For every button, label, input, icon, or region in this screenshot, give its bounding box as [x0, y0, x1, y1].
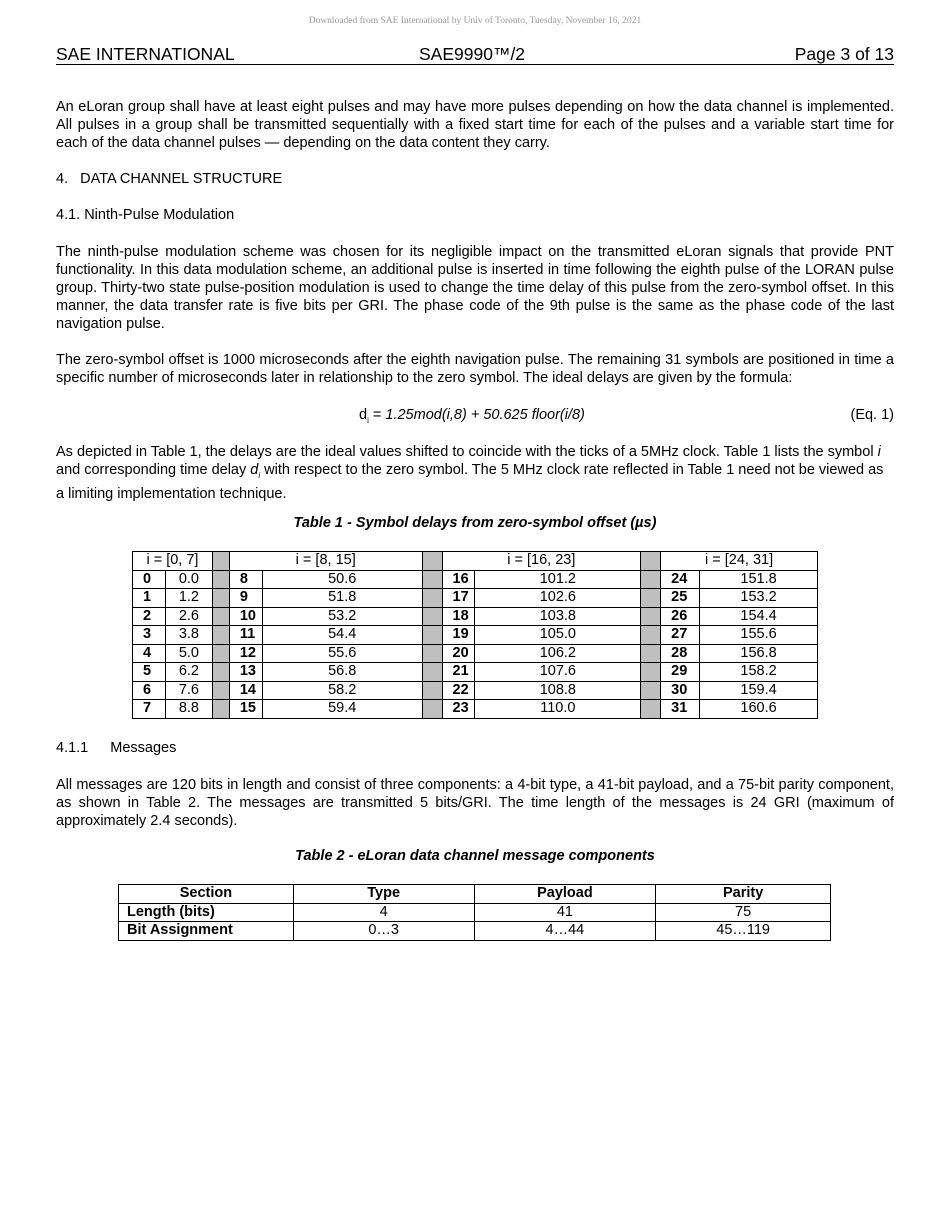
table1-row — [133, 626, 818, 645]
symbol-delay: 8.8 — [165, 700, 212, 719]
table1-header: i = [24, 31] — [661, 552, 818, 571]
table1-row — [133, 681, 818, 700]
table1-separator — [641, 589, 661, 608]
symbol-delay: 102.6 — [475, 589, 641, 608]
section-4-1-heading: 4.1. Ninth-Pulse Modulation — [56, 207, 235, 223]
symbol-index: 20 — [442, 644, 475, 663]
symbol-index: 31 — [661, 700, 700, 719]
table1-separator — [641, 681, 661, 700]
table2-caption: Table 2 - eLoran data channel message components — [295, 848, 655, 864]
symbol-delay: 108.8 — [475, 681, 641, 700]
symbol-delay: 1.2 — [165, 589, 212, 608]
symbol-delay: 103.8 — [475, 607, 641, 626]
table1-separator — [422, 626, 442, 645]
symbol-index: 7 — [133, 700, 166, 719]
table1-header: i = [8, 15] — [229, 552, 422, 571]
table1-separator — [422, 607, 442, 626]
table1-separator — [641, 570, 661, 589]
paragraph-messages: All messages are 120 bits in length and consist of three components: a 4-bit type, a 41-bit payload, and a 75-bit parity component, as shown in Table 2. The messages are transmitted 5 bits/GRI. The time length of the messages is 24 GRI (maximum of approximately 2.4 seconds). — [56, 777, 894, 829]
equation-number: (Eq. 1) — [850, 407, 894, 423]
symbol-delay: 58.2 — [262, 681, 422, 700]
symbol-index: 17 — [442, 589, 475, 608]
symbol-index: 29 — [661, 663, 700, 682]
symbol-index: 14 — [229, 681, 262, 700]
table2-cell: 0…3 — [293, 922, 474, 941]
symbol-delay: 51.8 — [262, 589, 422, 608]
symbol-delay: 3.8 — [165, 626, 212, 645]
symbol-delay: 0.0 — [165, 570, 212, 589]
table1-separator — [641, 663, 661, 682]
symbol-index: 12 — [229, 644, 262, 663]
symbol-index: 2 — [133, 607, 166, 626]
symbol-index: 8 — [229, 570, 262, 589]
symbol-delay: 56.8 — [262, 663, 422, 682]
symbol-index: 11 — [229, 626, 262, 645]
table1-separator — [212, 589, 229, 608]
message-components-table — [118, 884, 831, 941]
table1-separator — [212, 663, 229, 682]
symbol-index: 21 — [442, 663, 475, 682]
symbol-index: 30 — [661, 681, 700, 700]
symbol-delay: 106.2 — [475, 644, 641, 663]
table2-header-row — [119, 885, 831, 904]
table1-separator — [212, 607, 229, 626]
symbol-index: 23 — [442, 700, 475, 719]
table1-separator — [422, 589, 442, 608]
symbol-delay: 7.6 — [165, 681, 212, 700]
table1-separator — [212, 700, 229, 719]
symbol-delay: 154.4 — [700, 607, 818, 626]
table1-separator — [422, 552, 442, 571]
symbol-delay: 53.2 — [262, 607, 422, 626]
paragraph-zero-symbol: The zero-symbol offset is 1000 microseconds after the eighth navigation pulse. The remaining 31 symbols are positioned in time a specific number of microseconds later in relationship to the zero symbol. The ideal delays are given by the formula: — [56, 352, 894, 386]
symbol-index: 4 — [133, 644, 166, 663]
table1-row — [133, 607, 818, 626]
row-label: Length (bits) — [119, 903, 294, 922]
table1-separator — [212, 552, 229, 571]
paragraph-ninth-pulse: The ninth-pulse modulation scheme was chosen for its negligible impact on the transmitted eLoran signals that provide PNT functionality. In this data modulation scheme, an additional pulse is inserted in time following the eighth pulse of the LORAN pulse group. Thirty-two state pulse-position modulation is used to change the time delay of this pulse from the zero-symbol offset. In this manner, the data transfer rate is five bits per GRI. The phase code of the 9th pulse is the same as the phase code of the last navigation pulse. — [56, 244, 894, 332]
table2-row — [119, 922, 831, 941]
table1-caption: Table 1 - Symbol delays from zero-symbol offset (µs) — [293, 515, 657, 531]
table1-separator — [641, 700, 661, 719]
table1-separator — [641, 626, 661, 645]
symbol-delay: 105.0 — [475, 626, 641, 645]
section-4-heading: 4. DATA CHANNEL STRUCTURE — [56, 171, 283, 187]
symbol-delay: 101.2 — [475, 570, 641, 589]
symbol-delay: 160.6 — [700, 700, 818, 719]
watermark: Downloaded from SAE International by Univ of Toronto, Tuesday, November 16, 2021 — [308, 16, 642, 26]
table1-row — [133, 700, 818, 719]
symbol-delay: 151.8 — [700, 570, 818, 589]
symbol-delay: 155.6 — [700, 626, 818, 645]
table1-separator — [422, 644, 442, 663]
symbol-index: 26 — [661, 607, 700, 626]
symbol-index: 16 — [442, 570, 475, 589]
symbol-index: 27 — [661, 626, 700, 645]
header-doc-number: SAE9990™/2 — [419, 44, 526, 64]
symbol-index: 19 — [442, 626, 475, 645]
table1-separator — [422, 570, 442, 589]
symbol-delay: 153.2 — [700, 589, 818, 608]
symbol-index: 25 — [661, 589, 700, 608]
table2-cell: 4 — [293, 903, 474, 922]
table1-header-row — [133, 552, 818, 571]
table2-cell: 4…44 — [474, 922, 656, 941]
symbol-index: 13 — [229, 663, 262, 682]
symbol-index: 0 — [133, 570, 166, 589]
paragraph-intro: An eLoran group shall have at least eight pulses and may have more pulses depending on how the data channel is implemented. All pulses in a group shall be transmitted sequentially with a fixed start time for each of the pulses and a variable start time for each of the data channel pulses — depending on the data content they carry. — [56, 99, 894, 151]
table1-separator — [212, 570, 229, 589]
header-org: SAE INTERNATIONAL — [56, 44, 235, 64]
table1-row — [133, 644, 818, 663]
symbol-delay: 59.4 — [262, 700, 422, 719]
symbol-delay: 54.4 — [262, 626, 422, 645]
symbol-delay: 158.2 — [700, 663, 818, 682]
symbol-delay: 107.6 — [475, 663, 641, 682]
table1-separator — [212, 681, 229, 700]
symbol-delay: 156.8 — [700, 644, 818, 663]
symbol-index: 6 — [133, 681, 166, 700]
symbol-index: 22 — [442, 681, 475, 700]
header-page-number: Page 3 of 13 — [794, 44, 894, 64]
table1-header: i = [0, 7] — [133, 552, 213, 571]
table2-header: Section — [119, 885, 294, 904]
table2-row — [119, 903, 831, 922]
table1-separator — [422, 700, 442, 719]
row-label: Bit Assignment — [119, 922, 294, 941]
symbol-index: 28 — [661, 644, 700, 663]
table1-separator — [212, 626, 229, 645]
symbol-index: 9 — [229, 589, 262, 608]
table1-row — [133, 663, 818, 682]
table1-separator — [641, 552, 661, 571]
symbol-index: 1 — [133, 589, 166, 608]
table1-separator — [422, 663, 442, 682]
table2-header: Type — [293, 885, 474, 904]
table2-cell: 75 — [656, 903, 831, 922]
table2-cell: 45…119 — [656, 922, 831, 941]
equation-formula: $d_i = 1.25mod(i,8) + 50.625$ floor(i/8) — [359, 407, 585, 425]
equation — [56, 407, 894, 425]
table1-row — [133, 570, 818, 589]
symbol-delay: 55.6 — [262, 644, 422, 663]
table1-row — [133, 589, 818, 608]
symbol-index: 24 — [661, 570, 700, 589]
symbol-delay: 2.6 — [165, 607, 212, 626]
symbol-index: 10 — [229, 607, 262, 626]
paragraph-table1-description: As depicted in Table 1, the delays are the ideal values shifted to coincide with the ticks of a 5MHz clock. Table 1 lists the symbol i and corresponding time delay $d_i$ with respect to the zero symbol. The 5 MHz clock rate reflected in Table 1 need not be viewed as a limiting implementation technique. — [56, 444, 884, 502]
table2-header: Payload — [474, 885, 656, 904]
symbol-delay: 159.4 — [700, 681, 818, 700]
table1-separator — [641, 607, 661, 626]
symbol-delays-table — [132, 551, 818, 719]
table2-header: Parity — [656, 885, 831, 904]
symbol-delay: 5.0 — [165, 644, 212, 663]
symbol-index: 3 — [133, 626, 166, 645]
table2-cell: 41 — [474, 903, 656, 922]
symbol-delay: 110.0 — [475, 700, 641, 719]
symbol-delay: 50.6 — [262, 570, 422, 589]
table1-separator — [641, 644, 661, 663]
symbol-index: 18 — [442, 607, 475, 626]
table1-header: i = [16, 23] — [442, 552, 641, 571]
section-4-1-1-heading: 4.1.1 Messages — [56, 740, 177, 756]
table1-separator — [212, 644, 229, 663]
symbol-delay: 6.2 — [165, 663, 212, 682]
page-header — [56, 44, 894, 65]
symbol-index: 5 — [133, 663, 166, 682]
symbol-index: 15 — [229, 700, 262, 719]
table1-separator — [422, 681, 442, 700]
